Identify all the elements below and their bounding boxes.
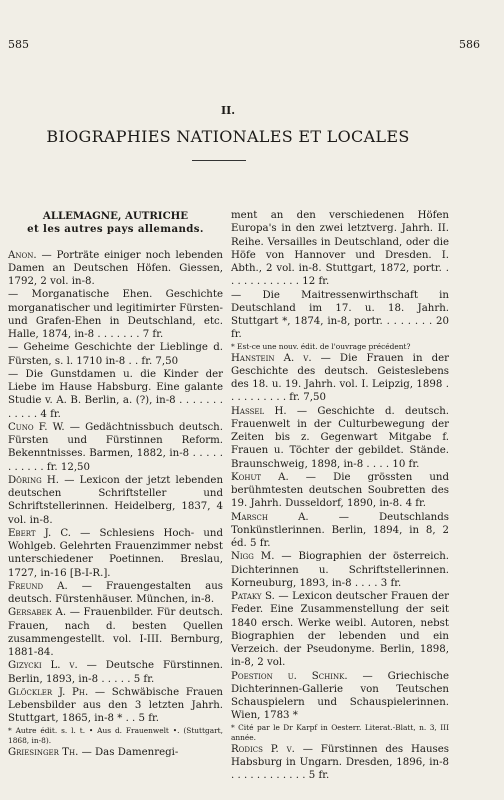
bibliography-entry: [8, 288, 223, 341]
bibliography-entry: [8, 249, 223, 289]
bibliography-entry: [8, 368, 223, 421]
entry-text: — Porträte einiger noch lebenden Damen an Deutschen Höfen. Giessen, 1792, 2 vol. in-8.: [8, 249, 223, 287]
entry-text: — Lexicon der jetzt lebenden deutschen Schriftsteller und Schriftstellerinnen. Heidelberg, 1837, 4 vol. in-8.: [8, 474, 224, 526]
section-title: BIOGRAPHIES NATIONALES ET LOCALES: [46, 127, 410, 146]
entry-author: Hassel H.: [231, 405, 287, 417]
entry-text: — Die Maitressenwirthschaft in Deutschland im 17. u. 18. Jahrh. Stuttgart *, 1874, in-8, portr. . . . . . . . 20 fr.: [231, 289, 449, 341]
entry-author: Ebert J. C.: [8, 527, 71, 539]
bibliography-entry: [231, 743, 449, 783]
footnote: * Autre édit. s. l. t. • Aus d. Frauenwelt •. (Stuttgart, 1868, in-8).: [8, 725, 223, 745]
bibliography-entry: [231, 550, 449, 590]
entry-author: Anon.: [8, 249, 37, 261]
bibliography-entry: [231, 590, 449, 670]
entry-author: Gizycki L. v.: [8, 660, 78, 672]
entry-author: Nigg M.: [231, 551, 275, 563]
entry-text: — Deutsche Fürstinnen. Berlin, 1893, in-8 . . . . . 5 fr.: [8, 660, 223, 685]
entry-text: — Die Gunstdamen u. die Kinder der Liebe im Hause Habsburg. Eine galante Studie v. A. B. Berlin, a. (?), in-8 . . . . . . . . . . . . 4 fr.: [8, 368, 223, 420]
heading-subtitle: et les autres pays allemands.: [27, 223, 204, 236]
entry-author: Marsch A.: [231, 511, 309, 523]
bibliography-entry: [231, 471, 449, 511]
entry-text: — Frauengestalten aus deutsch. Fürstenhäuser. München, in-8.: [8, 580, 223, 605]
entry-text: — Morganatische Ehen. Geschichte morganatischer und legitimirter Fürsten- und Grafen-Ehen in Deutschland, etc. Halle, 1874, in-8 . . . . . . . 7 fr.: [8, 289, 223, 340]
bibliography-entry: [8, 527, 223, 580]
entry-text: — Gedächtnissbuch deutsch. Fürsten und Fürstinnen Reform. Bekenntnisses. Barmen, 1882, in-8 . . . . . . . . . . . fr. 12,50: [8, 421, 223, 473]
left-entry-list: [8, 249, 223, 759]
entry-author: Griesinger Th.: [8, 746, 79, 758]
entry-text: — Lexicon deutscher Frauen der Feder. Eine Zusammenstellung der seit 1840 ersch. Werke weibl. Autoren, nebst Biographien der lebenden und ein Verzeich. der Pseudonyme. Berlin, 1898, in-8, 2 vol.: [231, 591, 449, 669]
entry-text: — Geschichte d. deutsch. Frauenwelt in der Culturbewegung der Zeiten bis z. Gegenwart Mitgabe f. Frauen u. Töchter der gebildet. Stände. Braunschweig, 1898, in-8 . . . . 10 fr.: [231, 405, 449, 470]
bibliography-entry: [8, 686, 223, 726]
entry-text: — Schwäbische Frauen Lebensbilder aus den 3 letzten Jahrh. Stuttgart, 1865, in-8 * . . 5 fr.: [8, 686, 223, 725]
entry-author: Poestion u. Schink.: [231, 670, 348, 682]
right-column: [231, 209, 449, 782]
left-column: [8, 210, 223, 759]
entry-text: — Fürstinnen des Hauses Habsburg in Ungarn. Dresden, 1896, in-8 . . . . . . . . . . . . 5 fr.: [231, 743, 449, 781]
entry-author: Glöckler J. Ph.: [8, 686, 89, 698]
right-entry-list: [231, 209, 449, 782]
bibliography-entry: [8, 659, 223, 686]
bibliography-entry: [8, 341, 223, 368]
title-rule: [192, 160, 246, 161]
bibliography-entry: [231, 511, 449, 551]
entry-author: Cuno F. W.: [8, 421, 65, 433]
bibliography-entry: [231, 670, 449, 723]
entry-text: — Die Frauen in der Geschichte des deutsch. Geisteslebens des 18. u. 19. Jahrh. vol. I. Leipzig, 1898 . . . . . . . . . . fr. 7,50: [231, 352, 449, 404]
footnote: * Cité par le Dr Karpf in Oesterr. Literat.-Blatt, n. 3, III année.: [231, 722, 449, 742]
entry-author: Hanstein A. v.: [231, 352, 312, 364]
section-number: II.: [220, 104, 236, 117]
footnote: * Est-ce une nouv. édit. de l'ouvrage précédent?: [231, 341, 411, 351]
bibliography-entry: [8, 421, 223, 474]
entry-author: Pataky S.: [231, 591, 275, 602]
page-number-left: 585: [8, 38, 29, 51]
bibliography-entry: [8, 580, 223, 607]
entry-text: — Die grössten und berühmtesten deutschen Soubretten des 19. Jahrh. Dusseldorf, 1890, in-8. 4 fr.: [231, 471, 449, 510]
entry-author: Gersabek A.: [8, 607, 67, 619]
entry-author: Rodics P. v.: [231, 743, 295, 755]
entry-author: Döring H.: [8, 474, 59, 486]
bibliography-entry: [231, 352, 449, 405]
entry-text: — Frauenbilder. Für deutsch. Frauen, nach d. besten Quellen zusammengestellt. vol. I-III. Bernburg, 1881-84.: [8, 607, 223, 658]
bibliography-entry: [231, 405, 449, 471]
heading-country: ALLEMAGNE, AUTRICHE: [42, 210, 189, 222]
entry-text: ment an den verschiedenen Höfen Europa's in den zwei letztverg. Jahrh. II. Reihe. Versailles in Deutschland, oder die Höfe von Hannover und Dresden. I. Abth., 2 vol. in-8. Stuttgart, 1872, portr. . . . . . . . . . . . . 12 fr.: [231, 210, 449, 288]
bibliography-entry: [231, 209, 449, 289]
entry-text: — Deutschlands Tonkünstlerinnen. Berlin, 1894, in 8, 2 éd. 5 fr.: [231, 511, 449, 549]
entry-author: Kohut A.: [231, 471, 289, 483]
bibliography-entry: [8, 474, 223, 527]
bibliography-entry: [231, 289, 449, 342]
bibliography-entry: [8, 606, 223, 659]
entry-text: — Biographien der österreich. Dichterinnen u. Schriftstellerinnen. Korneuburg, 1893, in-8 . . . . 3 fr.: [231, 551, 449, 589]
page-number-right: 586: [459, 38, 480, 51]
column-heading: [8, 210, 223, 237]
entry-text: — Geheime Geschichte der Lieblinge d. Fürsten, s. l. 1710 in-8 . . fr. 7,50: [8, 342, 223, 367]
bibliography-entry: [8, 746, 223, 759]
entry-text: — Griechische Dichterinnen-Gallerie von Teutschen Schauspielern und Schauspielerinnen. Wien, 1783 *: [231, 670, 449, 722]
entry-text: — Schlesiens Hoch- und Wohlgeb. Gelehrten Frauenzimmer nebst unterschiedener Poetinnen. Breslau, 1727, in-16 [B-I-R.].: [8, 527, 223, 579]
entry-text: — Das Damenregi-: [81, 746, 179, 758]
entry-author: Freund A.: [8, 580, 68, 592]
